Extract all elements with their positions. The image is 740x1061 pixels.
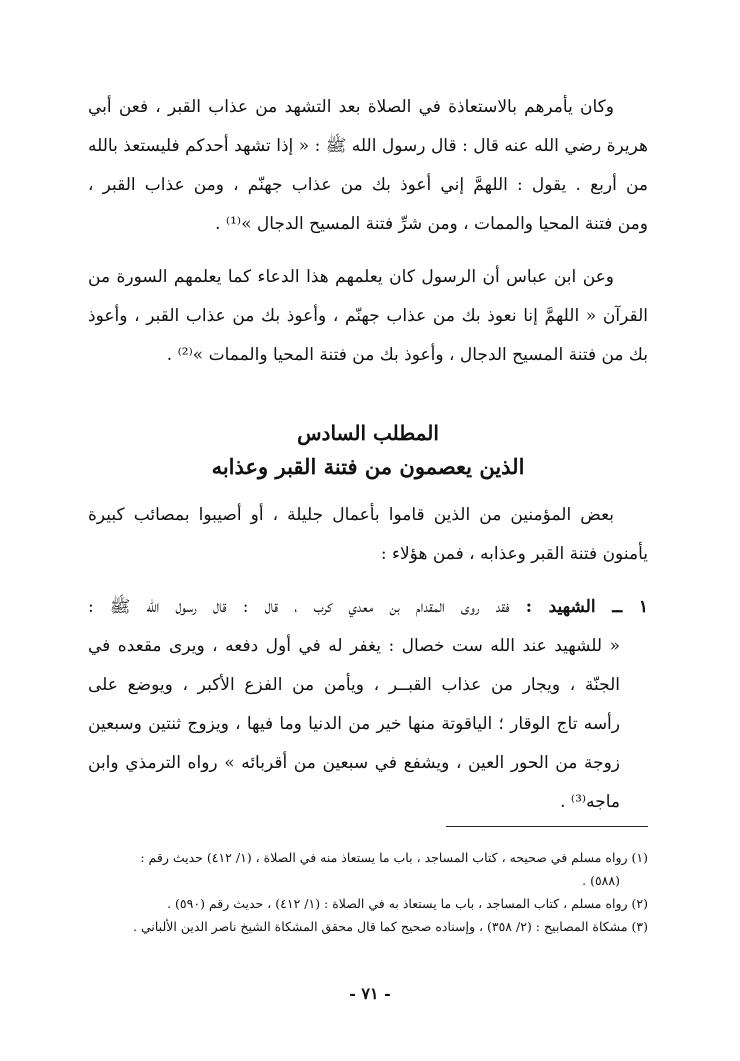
paragraph-line: بك من فتنة المسيح الدجال ، وأعوذ بك من فتنة المحيا والممات »⁽²⁾ . <box>166 345 648 365</box>
paragraph-line: يأمنون فتنة القبر وعذابه ، فمن هؤلاء : <box>380 544 648 564</box>
paragraph-line: زوجة من الحور العين ، ويشفع في سبعين من أقربائه » رواه الترمذي وابن <box>88 753 620 773</box>
paragraph-line: بعض المؤمنين من الذين قاموا بأعمال جليلة ، أو أصيبوا بمصائب كبيرة <box>88 505 614 525</box>
list-item-label: ١ ــ الشهيد : <box>525 597 648 617</box>
list-item-shaheed <box>88 588 648 822</box>
list-item-text: فقد روى المقدام بن معدي كرب ، قال : قال رسول الله ﷺ : <box>88 597 510 617</box>
paragraph-line: القرآن « اللهمَّ إنا نعوذ بك من عذاب جهنّم ، وأعوذ بك من عذاب القبر ، وأعوذ <box>88 306 648 326</box>
paragraph-line: ومن فتنة المحيا والممات ، ومن شرِّ فتنة المسيح الدجال »⁽¹⁾ . <box>215 214 648 234</box>
paragraph-line: هريرة رضي الله عنه قال : قال رسول الله ﷺ : « إذا تشهد أحدكم فليستعذ بالله <box>88 136 648 156</box>
footnote-1-continued: (٥٨٨) . <box>582 873 620 888</box>
paragraph-3 <box>88 496 648 574</box>
footnote-2: (٢) رواه مسلم ، كتاب المساجد ، باب ما يستعاذ به في الصلاة : (١/ ٤١٢) ، حديث رقم (٥٩٠) . <box>167 896 648 911</box>
paragraph-line: « للشهيد عند الله ست خصال : يغفر له في أول دفعه ، ويرى مقعده في <box>88 636 620 656</box>
paragraph-line: ماجه⁽³⁾ . <box>560 792 620 812</box>
paragraph-line: وكان يأمرهم بالاستعاذة في الصلاة بعد التشهد من عذاب القبر ، فعن أبي <box>88 97 614 117</box>
page-number: - ٧١ - <box>349 984 391 1003</box>
footnote-1: (١) رواه مسلم في صحيحه ، كتاب المساجد ، باب ما يستعاذ منه في الصلاة ، (١/ ٤١٢) حديث رقم : <box>140 850 648 865</box>
footnotes <box>88 846 648 938</box>
paragraph-line: رأسه تاج الوقار ؛ الياقوتة منها خير من الدنيا وما فيها ، ويزوج ثنتين وسبعين <box>88 714 620 734</box>
paragraph-line: وعن ابن عباس أن الرسول كان يعلمهم هذا الدعاء كما يعلمهم السورة من <box>88 267 614 287</box>
footnote-3: (٣) مشكاة المصابيح : (٢/ ٣٥٨) ، وإسناده صحيح كما قال محقق المشكاة الشيخ ناصر الدين الألباني . <box>133 919 648 934</box>
paragraph-line: الجنّة ، ويجار من عذاب القبــر ، ويأمن من الفزع الأكبر ، ويوضع على <box>88 675 620 695</box>
footnote-divider <box>446 826 648 827</box>
section-heading: المطلب السادس <box>297 421 439 445</box>
list-item-first-line <box>88 588 648 627</box>
section-title: الذين يعصمون من فتنة القبر وعذابه <box>211 454 525 479</box>
paragraph-line: من أربع . يقول : اللهمَّ إني أعوذ بك من عذاب جهنّم ، ومن عذاب القبر ، <box>88 175 648 195</box>
paragraph-2 <box>88 258 648 375</box>
paragraph-1 <box>88 88 648 244</box>
